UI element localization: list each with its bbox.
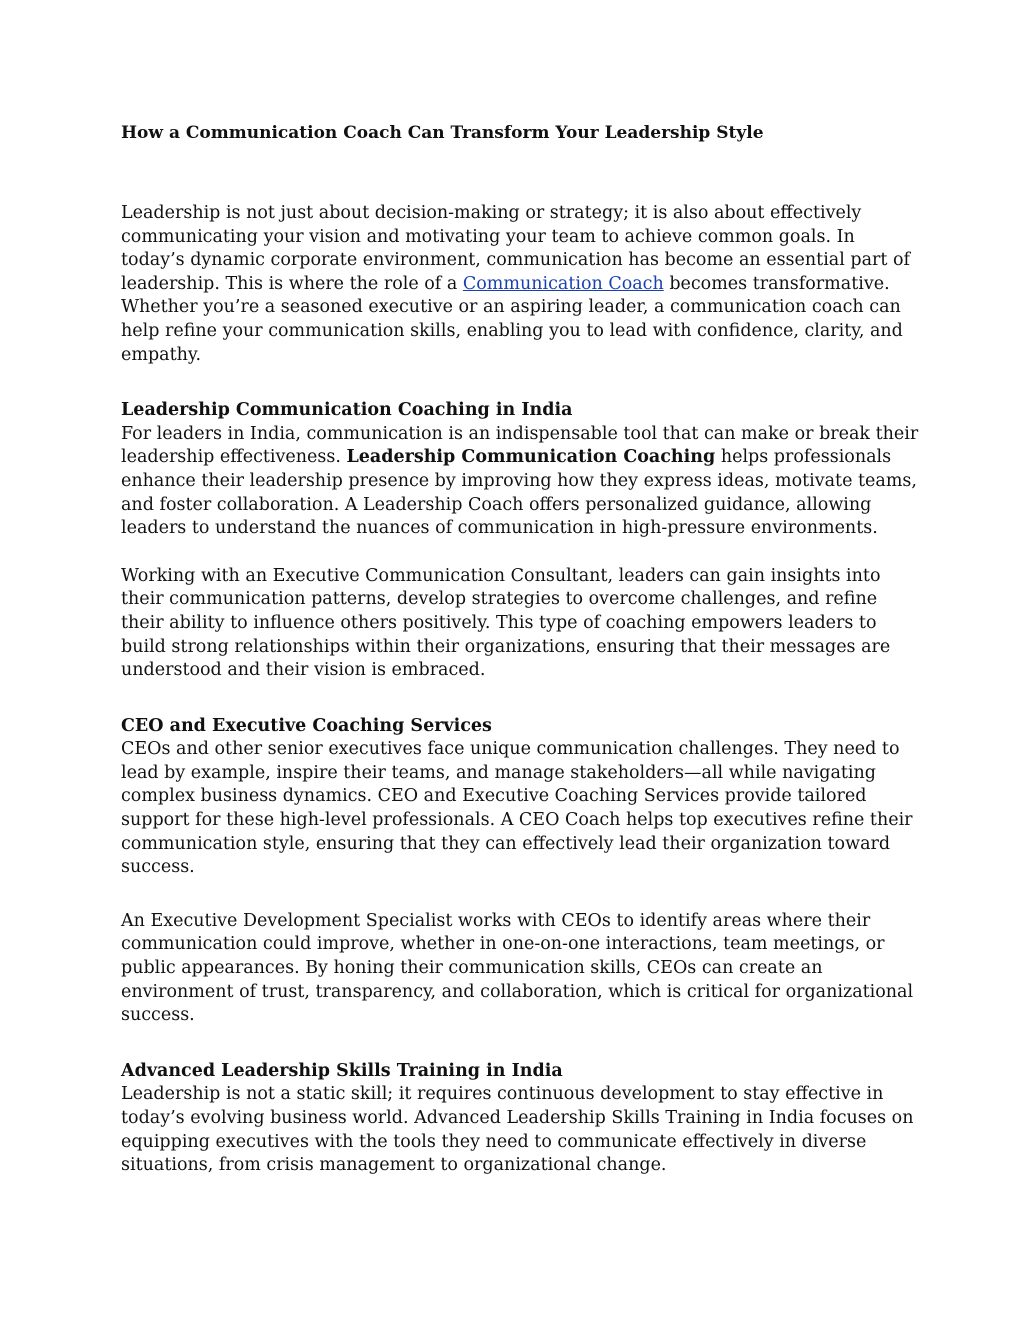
section-heading: Leadership Communication Coaching in India [121,400,573,421]
communication-coach-link[interactable]: Communication Coach [462,273,664,294]
paragraph-text-start: For leaders in India, communication is an indispensable tool that can make or break their leadership effectiveness. [121,423,919,468]
section-heading: Advanced Leadership Skills Training in India [121,1060,563,1081]
intro-text-end: becomes transformative. Whether you’re a seasoned executive or an aspiring leader, a communication coach can help refine your communication skills, enabling you to lead with confidence, clarity, and empathy. [121,273,903,365]
section-paragraph [121,423,921,541]
bold-phrase: Leadership Communication Coaching [346,447,716,468]
section-leadership-communication [121,399,921,683]
section-paragraph: Leadership is not a static skill; it requires continuous development to stay effective in today’s evolving business world. Advanced Leadership Skills Training in India focuses on equipping executives with the tools they need to communicate effectively in diverse situations, from crisis management to organizational change. [121,1084,914,1176]
section-paragraph: Working with an Executive Communication Consultant, leaders can gain insights into their communication patterns, develop strategies to overcome challenges, and refine their ability to influence others positively. This type of coaching empowers leaders to build strong relationships within their organizations, ensuring that their messages are understood and their vision is embraced. [121,565,891,681]
section-paragraph: An Executive Development Specialist works with CEOs to identify areas where their communication could improve, whether in one-on-one interactions, team meetings, or public appearances. By honing their communication skills, CEOs can create an environment of trust, transparency, and collaboration, which is critical for organizational success. [121,910,914,1026]
document-title: How a Communication Coach Can Transform Your Leadership Style [121,123,764,143]
paragraph-text-end: helps professionals enhance their leadership presence by improving how they express ideas, motivate teams, and foster collaboration. A Leadership Coach offers personalized guidance, allowing leaders to understand the nuances of communication in high-pressure environments. [121,447,917,539]
section-advanced-leadership [121,1060,921,1178]
intro-text-start: Leadership is not just about decision-making or strategy; it is also about effectively communicating your vision and motivating your team to achieve common goals. In today’s dynamic corporate environment, communication has become an essential part of leadership. This is where the role of a [121,203,910,294]
section-ceo-coaching [121,715,921,1028]
document-page [121,119,921,1178]
section-paragraph: CEOs and other senior executives face unique communication challenges. They need to lead by example, inspire their teams, and manage stakeholders—all while navigating complex business dynamics. CEO and Executive Coaching Services provide tailored support for these high-level professionals. A CEO Coach helps top executives refine their communication style, ensuring that they can effectively lead their organization toward success. [121,739,913,878]
intro-paragraph [121,202,921,367]
section-heading: CEO and Executive Coaching Services [121,715,492,736]
